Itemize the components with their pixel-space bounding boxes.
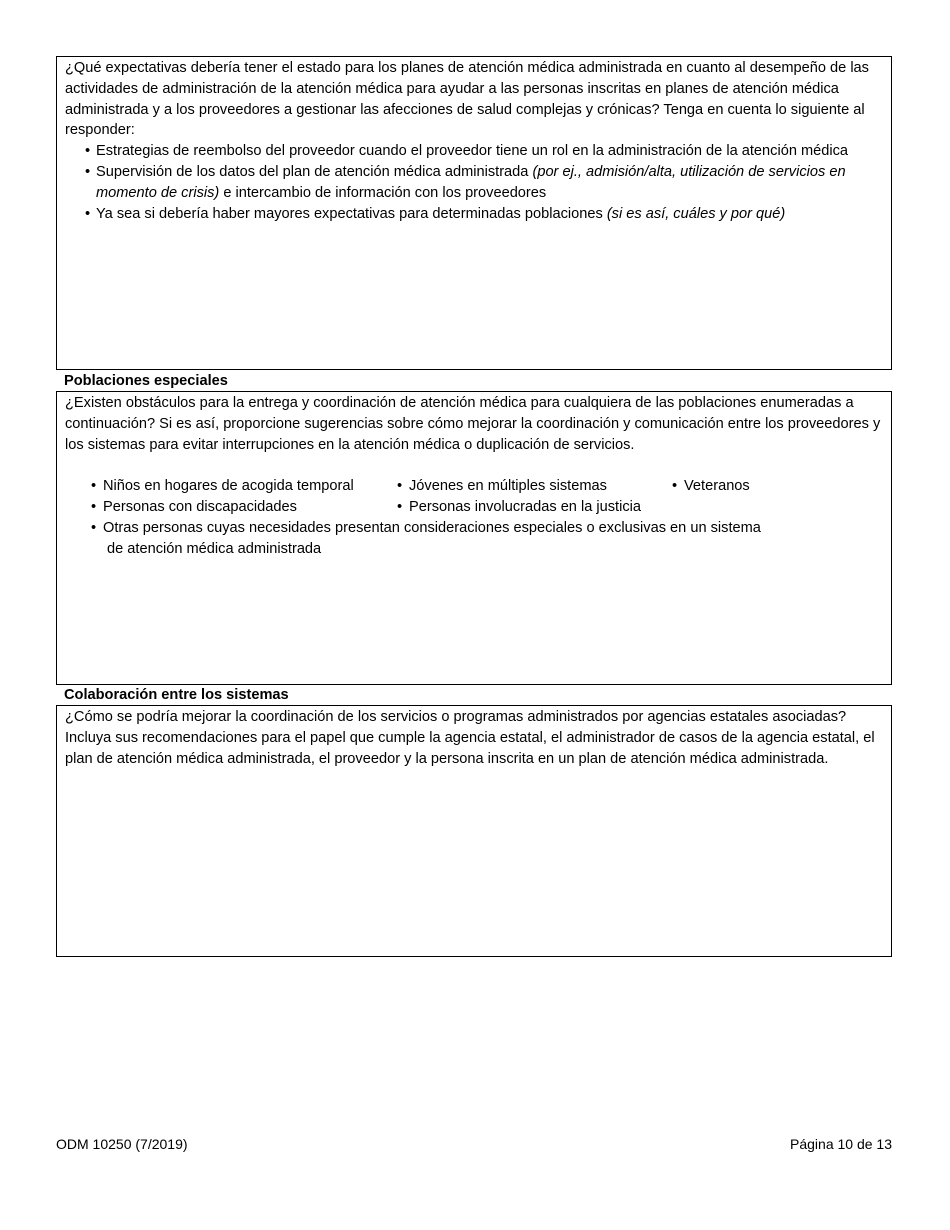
populations-expectations-text: Ya sea si debería haber mayores expectativas para determinadas poblaciones xyxy=(96,205,607,222)
other-populations-continuation: de atención médica administrada xyxy=(107,540,322,557)
data-oversight-example: (por ej., admisión/alta, utilización de servicios en momento de crisis) xyxy=(96,163,846,201)
data-oversight-tail: e intercambio de información con los proveedores xyxy=(219,184,547,201)
list-item xyxy=(85,204,885,225)
systems-collaboration-heading: Colaboración entre los sistemas xyxy=(64,687,289,703)
managed-care-expectations-box[interactable] xyxy=(56,56,892,370)
page-number: Página 10 de 13 xyxy=(790,1136,892,1152)
form-id: ODM 10250 (7/2019) xyxy=(56,1136,188,1152)
data-oversight-text: Supervisión de los datos del plan de atención médica administrada xyxy=(96,163,533,180)
list-item xyxy=(85,141,885,162)
managed-care-question: ¿Qué expectativas debería tener el estado para los planes de atención médica administrada en cuanto al desempeño de las actividades de administración de la atención médica para ayudar a las personas inscritas en planes de atención médica administrada y a los proveedores a gestionar las afecciones de salud complejas y crónicas? Tenga en cuenta lo siguiente al responder: xyxy=(65,60,869,139)
reimbursement-text: Estrategias de reembolso del proveedor cuando el proveedor tiene un rol en la administración de la atención médica xyxy=(96,143,849,160)
other-populations-text: Otras personas cuyas necesidades presentan consideraciones especiales o exclusivas en un sistema xyxy=(103,519,761,536)
list-item: • Personas con discapacidades xyxy=(91,497,397,518)
list-item xyxy=(85,162,885,204)
considerations-list xyxy=(65,141,885,224)
grid-spacer xyxy=(672,497,885,518)
list-item: • Niños en hogares de acogida temporal xyxy=(91,476,397,497)
populations-list xyxy=(65,476,885,559)
systems-collaboration-box[interactable] xyxy=(56,705,892,957)
list-item: • Jóvenes en múltiples sistemas xyxy=(397,476,672,497)
special-populations-box[interactable] xyxy=(56,391,892,685)
special-populations-heading: Poblaciones especiales xyxy=(64,373,228,389)
list-item: • Veteranos xyxy=(672,476,885,497)
list-item: • Personas involucradas en la justicia xyxy=(397,497,672,518)
systems-collaboration-question: ¿Cómo se podría mejorar la coordinación de los servicios o programas administrados por agencias estatales asociadas? Incluya sus recomendaciones para el papel que cumple la agencia estatal, el administrador de casos de la agencia estatal, el plan de atención médica administrada, el proveedor y la persona inscrita en un plan de atención médica administrada. xyxy=(65,709,875,767)
populations-expectations-note: (si es así, cuáles y por qué) xyxy=(606,205,786,222)
special-populations-question: ¿Existen obstáculos para la entrega y coordinación de atención médica para cualquiera de las poblaciones enumeradas a continuación? Si es así, proporcione sugerencias sobre cómo mejorar la coordinación y comunicación entre los proveedores y los sistemas para evitar interrupciones en la atención médica o duplicación de servicios. xyxy=(65,395,881,453)
list-item xyxy=(91,518,885,560)
